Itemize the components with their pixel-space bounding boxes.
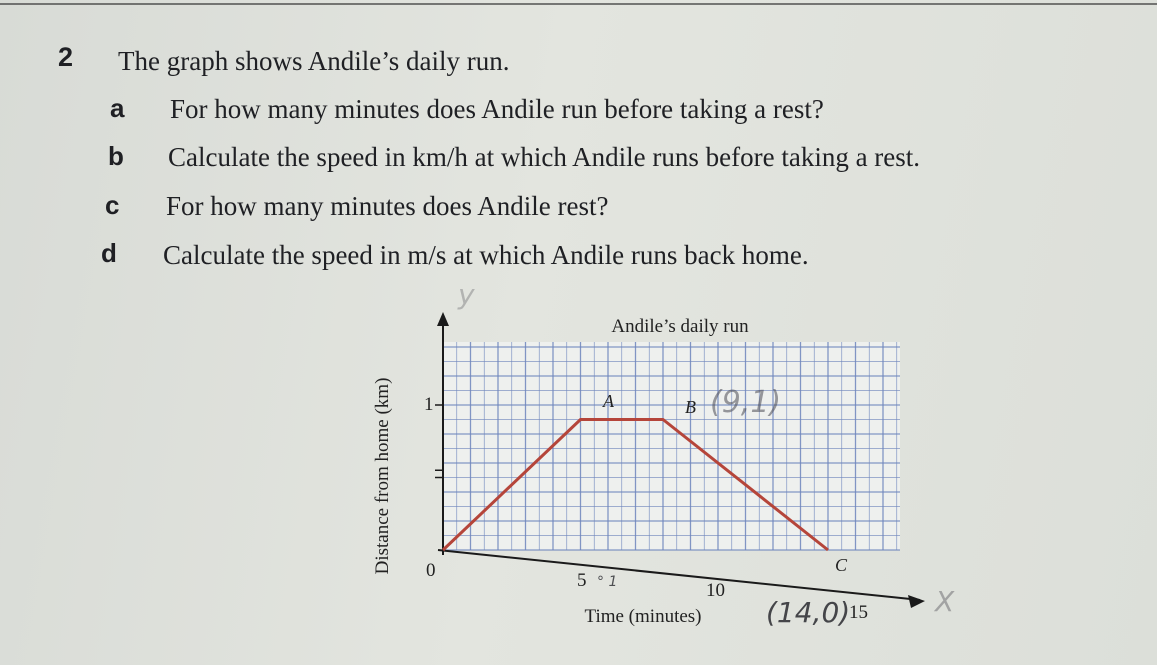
chart-title: Andile’s daily run bbox=[611, 316, 749, 337]
y-tick-label: 1 bbox=[424, 394, 434, 415]
part-a-text: For how many minutes does Andile run before taking a rest? bbox=[170, 94, 824, 124]
y-tick-label: 0 bbox=[426, 560, 436, 581]
part-b-text: Calculate the speed in km/h at which Andile runs before taking a rest. bbox=[168, 142, 921, 172]
x-tick-label: 15 bbox=[849, 602, 868, 623]
part-c-letter: c bbox=[105, 190, 120, 220]
x-axis-arrow bbox=[908, 595, 925, 608]
point-label-c: C bbox=[835, 555, 848, 575]
point-label-b: B bbox=[685, 397, 696, 417]
handwritten-coordinate-9-1: (9,1) bbox=[710, 385, 782, 420]
point-label-a: A bbox=[603, 391, 614, 411]
y-axis-label: Distance from home (km) bbox=[372, 377, 393, 575]
handwritten-y: y bbox=[458, 280, 475, 311]
part-d-letter: d bbox=[101, 238, 117, 268]
x-axis-label: Time (minutes) bbox=[584, 606, 702, 627]
handwritten-note-5: ° 1 bbox=[597, 574, 618, 590]
question-number: 2 bbox=[58, 42, 74, 72]
y-axis-arrow bbox=[437, 312, 449, 326]
x-tick-label: 5 bbox=[577, 570, 587, 591]
x-axis-line bbox=[438, 550, 920, 600]
question-stem: The graph shows Andile’s daily run. bbox=[118, 46, 510, 76]
top-rule bbox=[0, 3, 1157, 5]
handwritten-coordinate-14-0: (14,0) bbox=[766, 596, 851, 629]
part-c-text: For how many minutes does Andile rest? bbox=[166, 191, 609, 221]
part-a-letter: a bbox=[110, 93, 125, 123]
x-tick-label: 10 bbox=[706, 580, 725, 601]
part-d-text: Calculate the speed in m/s at which Andile runs back home. bbox=[163, 240, 809, 270]
handwritten-x: X bbox=[935, 585, 955, 618]
part-b-letter: b bbox=[108, 141, 124, 171]
chart-grid bbox=[443, 342, 900, 550]
distance-time-graph bbox=[360, 280, 960, 645]
